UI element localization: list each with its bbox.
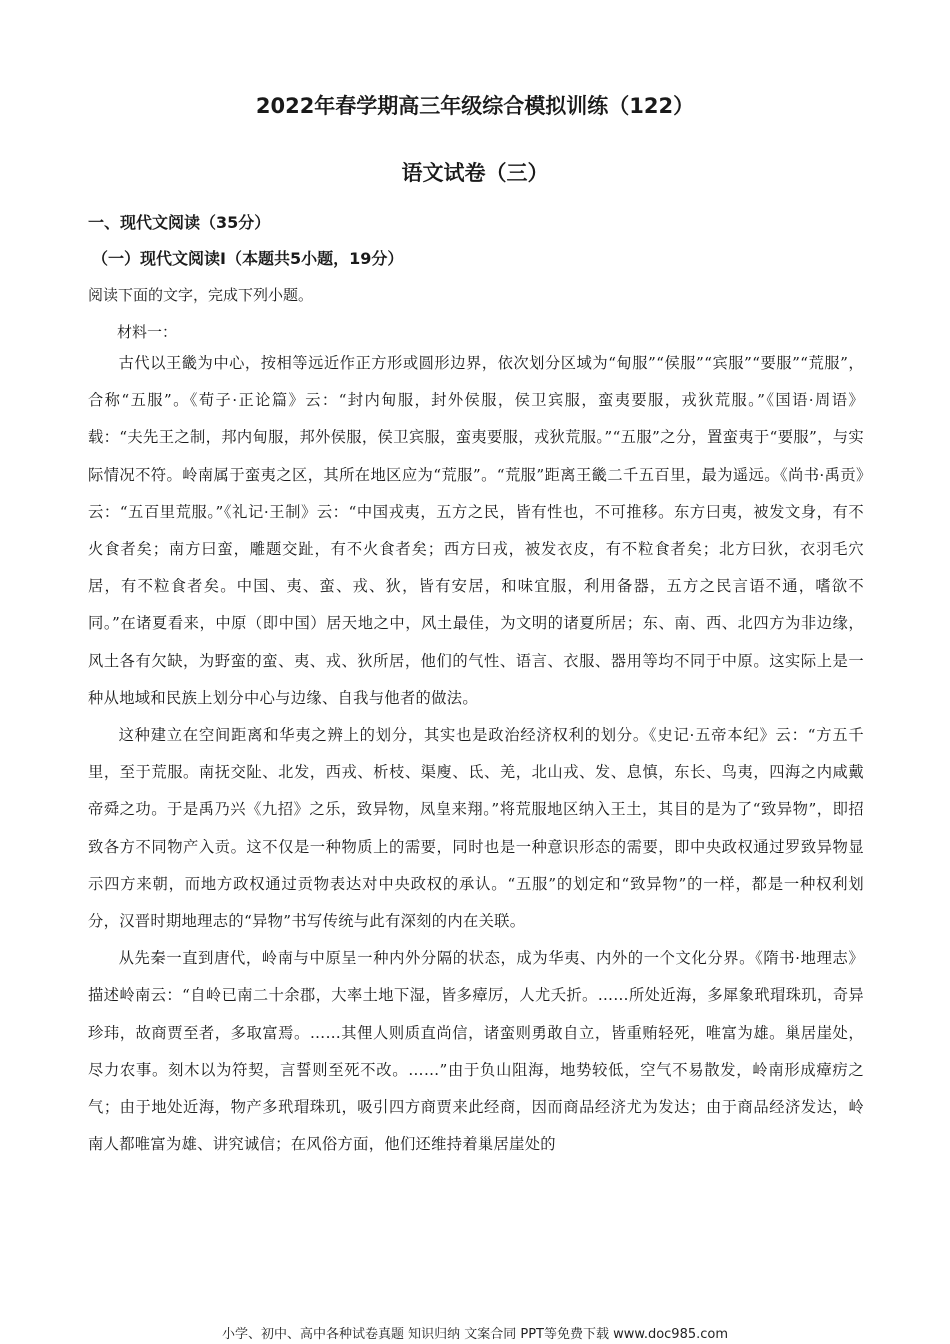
- passage-paragraph: 从先秦一直到唐代，岭南与中原呈一种内外分隔的状态，成为华夷、内外的一个文化分界。《隋书·地理志》描述岭南云：“自岭已南二十余郡，大率土地下湿，皆多瘴厉，人尤夭折。……所处近海，多犀象玳瑁珠玑，奇异珍玮，故商贾至者，多取富焉。……其俚人则质直尚信，诸蛮则勇敢自立，皆重贿轻死，唯富为雄。巢居崖处，尽力农事。刻木以为符契，言誓则至死不改。……”由于负山阻海，地势较低，空气不易散发，岭南形成瘴疠之气；由于地处近海，物产多玳瑁珠玑，吸引四方商贾来此经商，因而商品经济尤为发达；由于商品经济发达，岭南人都唯富为雄、讲究诚信；在风俗方面，他们还维持着巢居崖处的: [88, 949, 864, 1154]
- section-heading: 一、现代文阅读（35分）: [88, 213, 271, 232]
- exam-subtitle: 语文试卷（三）: [401, 161, 549, 185]
- passage-body: [88, 345, 864, 1163]
- passage-paragraph: 这种建立在空间距离和华夷之辨上的划分，其实也是政治经济权利的划分。《史记·五帝本纪》云：“方五千里，至于荒服。南抚交阯、北发，西戎、析枝、渠廋、氐、羌，北山戎、发、息慎，东长、鸟夷，四海之内咸戴帝舜之功。于是禹乃兴《九招》之乐，致异物，凤皇来翔。”将荒服地区纳入王土，其目的是为了“致异物”，即招致各方不同物产入贡。这不仅是一种物质上的需要，同时也是一种意识形态的需要，即中央政权通过罗致异物显示四方来朝，而地方政权通过贡物表达对中央政权的承认。“五服”的划定和“致异物”的一样，都是一种权利划分，汉晋时期地理志的“异物”书写传统与此有深刻的内在关联。: [88, 726, 864, 931]
- passage-paragraph: 古代以王畿为中心，按相等远近作正方形或圆形边界，依次划分区域为“甸服”“侯服”“宾服”“要服”“荒服”，合称“五服”。《荀子·正论篇》云：“封内甸服，封外侯服，侯卫宾服，蛮夷要服，戎狄荒服。”《国语·周语》载：“夫先王之制，邦内甸服，邦外侯服，侯卫宾服，蛮夷要服，戎狄荒服。”“五服”之分，置蛮夷于“要服”，与实际情况不符。岭南属于蛮夷之区，其所在地区应为“荒服”。“荒服”距离王畿二千五百里，最为遥远。《尚书·禹贡》云：“五百里荒服。”《礼记·王制》云：“中国戎夷，五方之民，皆有性也，不可推移。东方曰夷，被发文身，有不火食者矣；南方曰蛮，雕题交趾，有不火食者矣；西方曰戎，被发衣皮，有不粒食者矣；北方曰狄，衣羽毛穴居，有不粒食者矣。中国、夷、蛮、戎、狄，皆有安居，和味宜服，利用备器，五方之民言语不通，嗜欲不同。”在诸夏看来，中原（即中国）居天地之中，风土最佳，为文明的诸夏所居；东、南、西、北四方为非边缘，风土各有欠缺，为野蛮的蛮、夷、戎、狄所居，他们的气性、语言、衣服、器用等均不同于中原。这实际上是一种从地域和民族上划分中心与边缘、自我与他者的做法。: [88, 354, 864, 707]
- material-label: 材料一：: [117, 323, 178, 341]
- page-footer: 小学、初中、高中各种试卷真题 知识归纳 文案合同 PPT等免费下载 www.doc985.com: [221, 1327, 729, 1342]
- reading-instruction: 阅读下面的文字，完成下列小题。: [88, 286, 314, 304]
- exam-title: 2022年春学期高三年级综合模拟训练（122）: [255, 94, 695, 118]
- subsection-heading: （一）现代文阅读Ⅰ（本题共5小题，19分）: [92, 249, 404, 268]
